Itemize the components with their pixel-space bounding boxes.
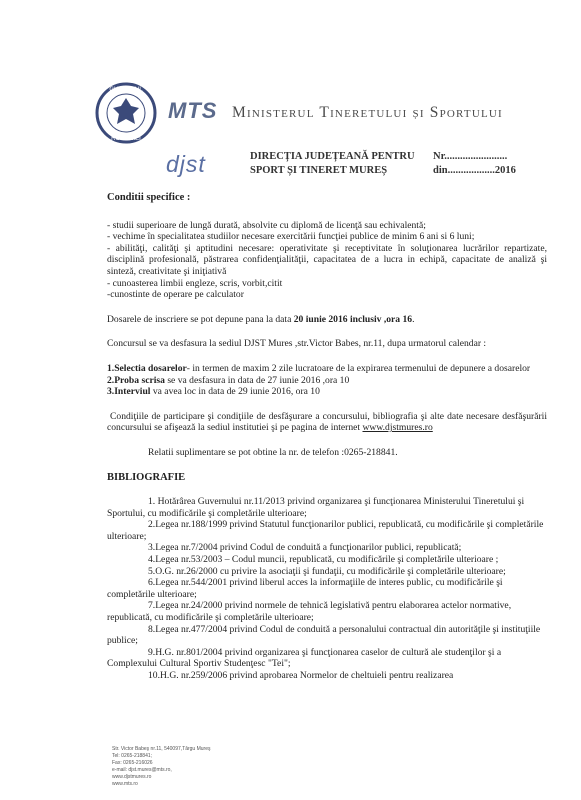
dosare-text: Dosarele de inscriere se pot depune pana la data: [107, 313, 294, 325]
step-2-text: se va desfasura in data de 27 iunie 2016 ,ora 10: [164, 374, 350, 386]
step-1-text: - in termen de maxim 2 zile lucratoare de la expirarea termenului de depunere a dosarelor: [186, 362, 531, 374]
bibliography-item: 1. Hotărârea Guvernului nr.11/2013 privind organizarea şi funcţionarea Ministerului Tineretului şi Sportului, cu modificările şi completările ulterioare;: [107, 496, 525, 519]
mts-logo: MTS: [168, 98, 218, 123]
bibliography-item: 2.Legea nr.188/1999 privind Statutul funcţionarilor publici, republicată, cu modificările şi completările ulterioare;: [107, 519, 544, 542]
condition-item: - abilităţi, calităţi şi aptitudini necesare: operativitate şi receptivitate în soluţionarea lucrărilor repartizate, disciplină profesională, păstrarea confidenţialităţii, capacitatea de a lucra in echipă, capacitate de analiză şi sinteză, creativitate şi iniţiativă: [107, 242, 547, 277]
seal-text-top: GUVERNUL: [109, 87, 143, 93]
document-body: [107, 192, 547, 682]
bibliography-item: 7.Legea nr.24/2000 privind normele de tehnică legislativă pentru elaborarea actelor normative, republicată, cu modificările şi completările ulterioare;: [107, 600, 512, 624]
registration-number: [433, 150, 516, 178]
footer-address: Str. Victor Babeş nr.11, 540097,Târgu Mureş: [112, 746, 211, 752]
condition-item: - cunoasterea limbii engleze, scris, vorbit,citit: [107, 277, 283, 289]
relatii-paragraph: Relatii suplimentare se pot obtine la nr. de telefon :0265-218841.: [148, 446, 398, 458]
dosare-deadline: 20 iunie 2016 inclusiv ,ora 16: [293, 313, 413, 325]
concurs-intro: Concursul se va desfasura la sediul DJST Mures ,str.Victor Babes, nr.11, dupa urmatorul calendar :: [107, 338, 487, 350]
directorate-line-1: DIRECȚIA JUDEȚEANĂ PENTRU: [250, 151, 415, 162]
directorate-line-2: SPORT ȘI TINERET MUREȘ: [250, 165, 388, 176]
djst-logo: djst: [166, 151, 206, 177]
footer-phone: Tel: 0265-218841;: [112, 753, 153, 759]
seal-text-bottom: ROMÂNIEI: [111, 136, 141, 142]
bibliography-item: 10.H.G. nr.259/2006 privind aprobarea Normelor de cheltuieli pentru realizarea: [148, 670, 454, 681]
bibliography-item: 6.Legea nr.544/2001 privind liberul acces la informaţiile de interes public, cu modificările şi completările ulterioare;: [107, 577, 503, 600]
bibliography-item: 3.Legea nr.7/2004 privind Codul de conduită a funcţionarilor publici, republicată;: [148, 542, 462, 554]
bibliography-item: 4.Legea nr.53/2003 – Codul muncii, republicată, cu modificările şi completările ulterioare ;: [148, 554, 499, 566]
step-3-label: 3.Interviul: [107, 386, 151, 398]
contact-footer: [112, 746, 210, 788]
condition-item: - vechime în specialitatea studiilor necesare exercitării funcţiei publice de minim 6 ani si 6 luni;: [107, 231, 475, 243]
step-3-text: va avea loc in data de 29 iunie 2016, ora 10: [150, 386, 320, 398]
condition-item: -cunostinte de operare pe calculator: [107, 289, 244, 301]
calendar-step-3: [107, 386, 547, 398]
footer-email[interactable]: e-mail: djst.mures@mts.ro,: [112, 767, 172, 773]
bibliography-item: 8.Legea nr.477/2004 privind Codul de conduită a personalului contractual din autorităţile şi instituţiile publice;: [107, 623, 541, 647]
participare-text: Condiţiile de participare şi condiţiile de desfăşurare a concursului, bibliografia şi alte date necesare desfăşurării concursului se afişează la sediul institutiei şi pe pagina de internet: [107, 410, 547, 434]
government-seal: [95, 82, 157, 144]
calendar-step-2: [107, 375, 547, 387]
ministry-name: Ministerul Tineretului și Sportului: [232, 104, 503, 121]
dosare-paragraph: [107, 314, 547, 326]
calendar-step-1: [107, 363, 547, 375]
condition-item: - studii superioare de lungă durată, absolvite cu diplomă de licenţă sau echivalentă;: [107, 219, 426, 231]
footer-fax: Fax: 0265-216026: [112, 760, 153, 766]
bibliography-item: 9.H.G. nr.801/2004 privind organizarea şi funcţionarea caselor de cultură ale studenţilor şi a Complexului Cultural Sportiv Studenţesc "Tei";: [107, 646, 502, 670]
footer-website-mts[interactable]: www.mts.ro: [112, 781, 138, 787]
website-link[interactable]: www.djstmures.ro: [362, 422, 433, 434]
step-2-label: 2.Proba scrisa: [107, 374, 165, 386]
step-1-label: 1.Selectia dosarelor: [107, 362, 187, 374]
conditions-title: Conditii specifice :: [107, 192, 191, 203]
bibliography-title: BIBLIOGRAFIE: [107, 471, 186, 483]
nr-line: Nr........................: [433, 151, 508, 162]
dosare-end: .: [412, 313, 415, 325]
date-line: din..................2016: [433, 165, 516, 176]
footer-website-djst[interactable]: www.djstmures.ro: [112, 774, 152, 780]
directorate-name: [250, 150, 415, 178]
participare-paragraph: [107, 411, 547, 434]
bibliography-item: 5.O.G. nr.26/2000 cu privire la asociaţii şi fundaţii, cu modificările şi completările ulterioare;: [148, 565, 506, 577]
